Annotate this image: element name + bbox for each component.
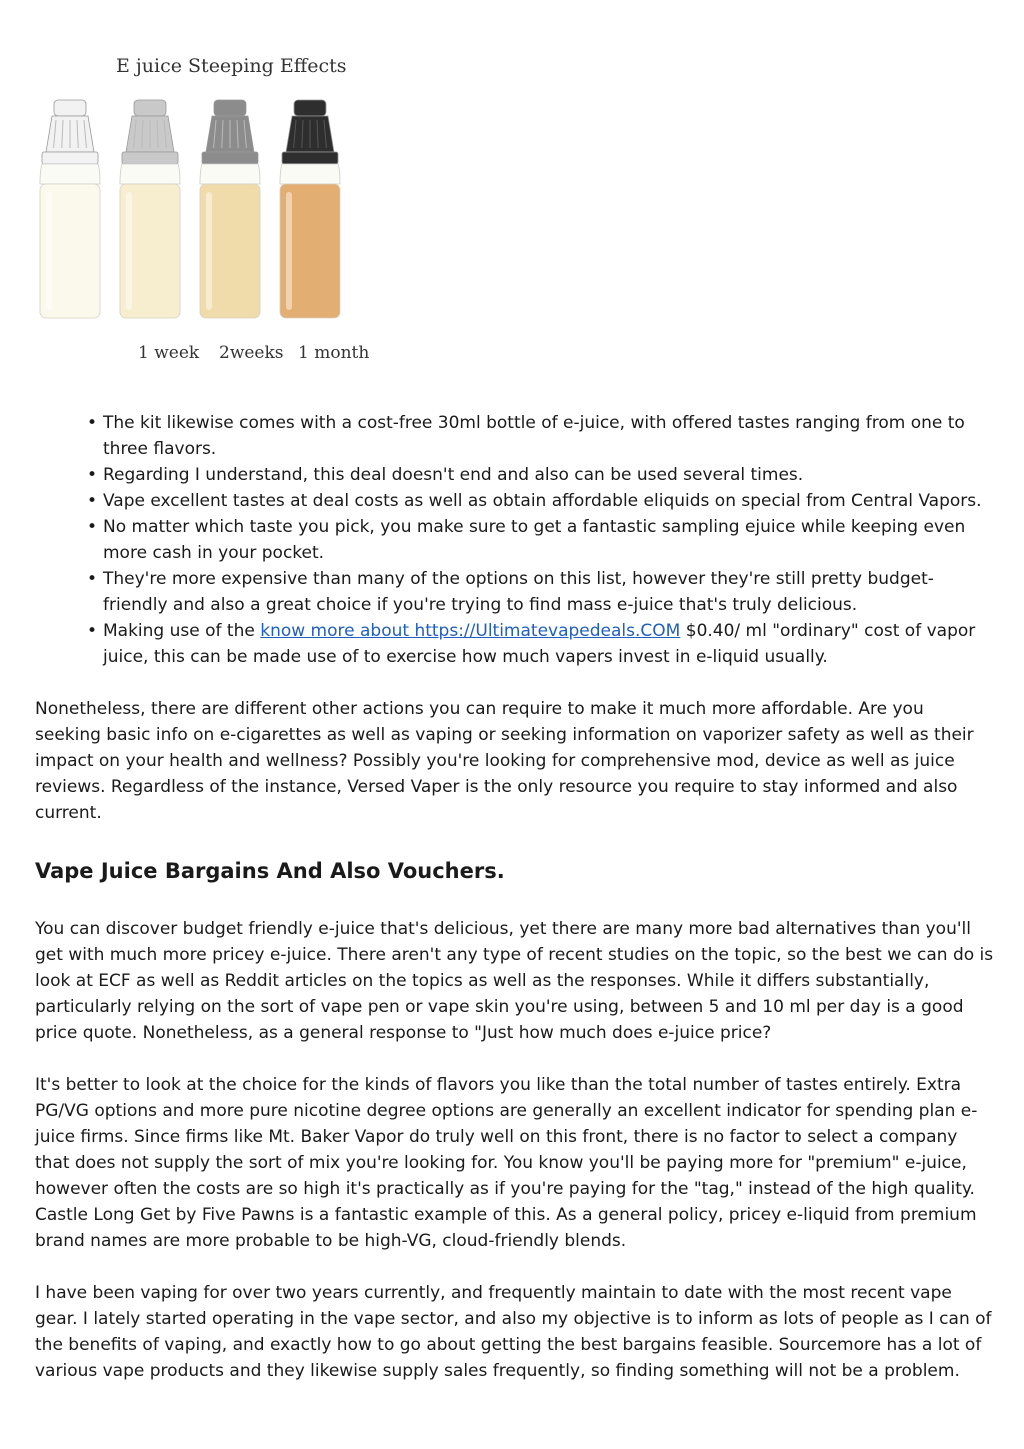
bottle-shoulder [200,164,260,184]
list-item: • They're more expensive than many of the options on this list, however they're still pretty budget-friendly and also a great choice if you're trying to find mass e-juice that's truly delicious. [103,566,995,618]
list-item: • Vape excellent tastes at deal costs as well as obtain affordable eliquids on special from Central Vapors. [103,488,995,514]
article-body [35,410,995,1384]
bottle-cap-tip [294,100,326,116]
bullet-list [35,410,995,670]
bottle-cap-ring [122,152,178,164]
bottle [40,100,100,318]
bottle-highlight [46,192,52,310]
list-item: • The kit likewise comes with a cost-free 30ml bottle of e-juice, with offered tastes ranging from one to three flavors. [103,410,995,462]
steeping-effects-image [36,36,376,376]
link-prefix: Making use of the [103,621,261,641]
bottle-shoulder [40,164,100,184]
bottle [200,100,260,318]
bottle-cap-tip [214,100,246,116]
section-heading: Vape Juice Bargains And Also Vouchers. [35,859,505,883]
bottle-highlight [126,192,132,310]
list-item: • No matter which taste you pick, you make sure to get a fantastic sampling ejuice while keeping even more cash in your pocket. [103,514,995,566]
label-2-weeks: 2weeks [219,343,284,363]
figure-title: E juice Steeping Effects [116,55,347,77]
list-item: • Regarding I understand, this deal doesn't end and also can be used several times. [103,462,995,488]
link-suffix: $0.40/ ml "ordinary" cost of vapor juice, this can be made use of to exercise how much vapers invest in e-liquid usually. [103,621,976,667]
bottle-highlight [286,192,292,310]
bottle-highlight [206,192,212,310]
bottle [280,100,340,318]
bottle-cap-tip [54,100,86,116]
label-1-month: 1 month [298,343,370,363]
bottles-group [40,100,340,318]
paragraph: Nonetheless, there are different other actions you can require to make it much more affordable. Are you seeking basic info on e-cigarettes as well as vaping or seeking information on vaporizer safety as well as their impact on your health and wellness? Possibly you're looking for comprehensive mod, device as well as juice reviews. Regardless of the instance, Versed Vaper is the only resource you require to stay informed and also current. [35,699,974,823]
bottle-shoulder [120,164,180,184]
list-item-with-link [103,618,995,670]
ultimatevapedeals-link[interactable]: know more about https://Ultimatevapedeals.COM [260,621,681,641]
bottle-cap-ring [282,152,338,164]
bottle-shoulder [280,164,340,184]
paragraph: It's better to look at the choice for the kinds of flavors you like than the total number of tastes entirely. Extra PG/VG options and more pure nicotine degree options are generally an excellent indicator for spending plan e-juice firms. Since firms like Mt. Baker Vapor do truly well on this front, there is no factor to select a company that does not supply the sort of mix you're looking for. You know you'll be paying more for "premium" e-juice, however often the costs are so high it's practically as if you're paying for the "tag," instead of the high quality. Castle Long Get by Five Pawns is a fantastic example of this. As a general policy, pricey e-liquid from premium brand names are more probable to be high-VG, cloud-friendly blends. [35,1075,978,1251]
label-1-week: 1 week [138,343,200,363]
bottle-cap-ring [202,152,258,164]
paragraph: You can discover budget friendly e-juice that's delicious, yet there are many more bad alternatives than you'll get with much more pricey e-juice. There aren't any type of recent studies on the topic, so the best we can do is look at ECF as well as Reddit articles on the topics as well as the responses. While it differs substantially, particularly relying on the sort of vape pen or vape skin you're using, between 5 and 10 ml per day is a good price quote. Nonetheless, as a general response to "Just how much does e-juice price? [35,919,994,1043]
bottle-cap-tip [134,100,166,116]
steeping-illustration [36,36,376,376]
paragraph: I have been vaping for over two years currently, and frequently maintain to date with the most recent vape gear. I lately started operating in the vape sector, and also my objective is to inform as lots of people as I can of the benefits of vaping, and exactly how to go about getting the best bargains feasible. Sourcemore has a lot of various vape products and they likewise supply sales frequently, so finding something will not be a problem. [35,1283,992,1381]
bottle [120,100,180,318]
bottle-cap-ring [42,152,98,164]
